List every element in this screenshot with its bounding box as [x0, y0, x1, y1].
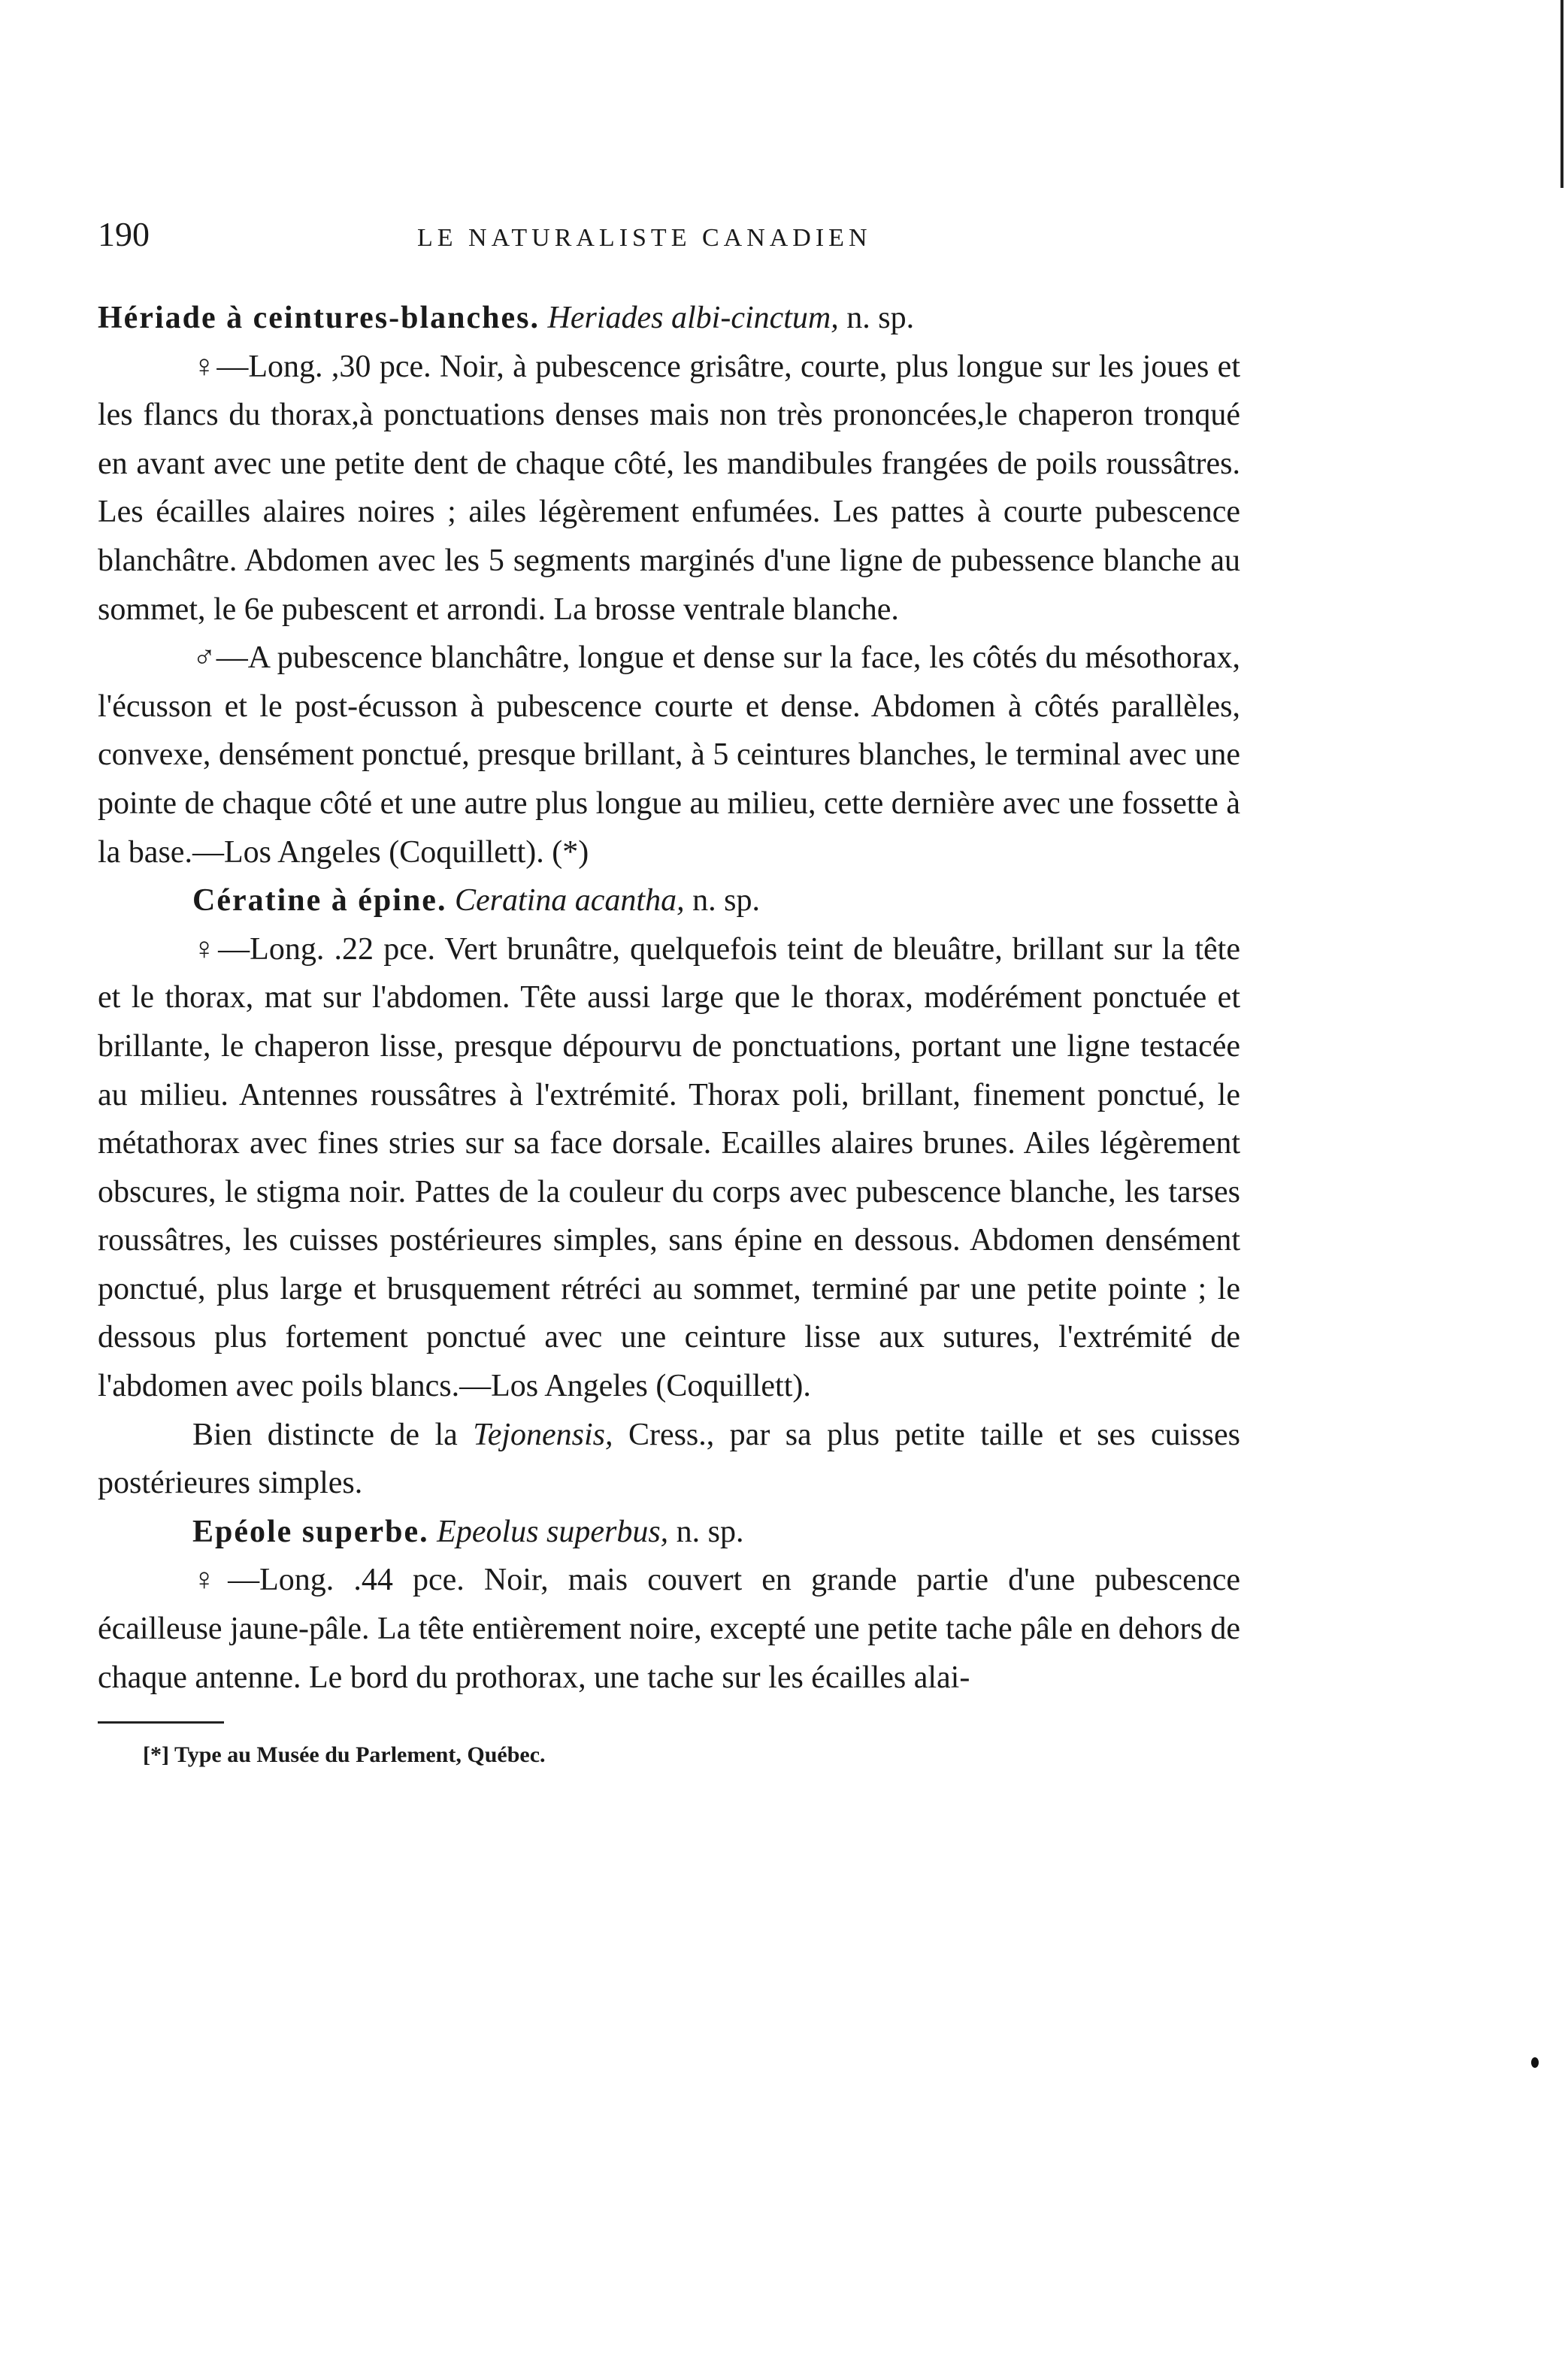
species-heading: Epéole superbe.	[192, 1514, 429, 1549]
running-title: LE NATURALISTE CANADIEN	[417, 224, 872, 252]
note-scientific-name: Tejonensis,	[473, 1417, 613, 1452]
footnote-rule	[98, 1721, 224, 1724]
note-text: Cress., par sa plus petite taille et ses cuisses postérieures simples.	[98, 1417, 1240, 1501]
scientific-name: Epeolus superbus,	[437, 1514, 669, 1549]
new-species-mark: n. sp.	[846, 301, 915, 335]
page-number: 190	[98, 215, 150, 253]
footnote: [*] Type au Musée du Parlement, Québec.	[143, 1742, 546, 1768]
page-header	[98, 214, 1240, 274]
scientific-name: Ceratina acantha,	[454, 883, 685, 919]
species-heading: Hériade à ceintures-blanches.	[98, 301, 540, 335]
comparison-note	[98, 1411, 1240, 1508]
species-entry-heriades	[98, 294, 1240, 343]
scientific-name: Heriades albi-cinctum,	[547, 301, 839, 335]
note-text: Bien distincte de la	[192, 1417, 458, 1452]
species-heading: Cératine à épine.	[192, 883, 447, 919]
margin-ink-dot	[1531, 2057, 1539, 2068]
species-entry-ceratina	[98, 876, 1240, 925]
new-species-mark: n. sp.	[692, 883, 760, 919]
female-description: ♀—Long. .22 pce. Vert brunâtre, quelquefois teint de bleuâtre, brillant sur la tête et le thorax, mat sur l'abdomen. Tête aussi large que le thorax, modérément ponctuée et brillante, le chaperon lisse, presque dépourvu de ponctuations, portant une ligne testacée au milieu. Antennes roussâtres à l'extrémité. Thorax poli, brillant, finement ponctué, le métathorax avec fines stries sur sa face dorsale. Ecailles alaires brunes. Ailes légèrement obscures, le stigma noir. Pattes de la couleur du corps avec pubescence blanche, les tarses roussâtres, les cuisses postérieures simples, sans épine en dessous. Abdomen densément ponctué, plus large et brusquement rétréci au sommet, terminé par une petite pointe ; le dessous plus fortement ponctué avec une ceinture lisse aux sutures, l'extrémité de l'abdomen avec poils blancs.—Los Angeles (Coquillett).	[98, 931, 1240, 1404]
page-body	[98, 214, 1240, 1773]
female-description: ♀—Long. .44 pce. Noir, mais couvert en grande partie d'une pubescence écailleuse jaune-pâle. La tête entièrement noire, excepté une petite tache pâle en dehors de chaque antenne. Le bord du prothorax, une tache sur les écailles alai-	[98, 1563, 1240, 1695]
scan-edge-line	[1560, 0, 1563, 188]
species-entry-epeolus	[98, 1508, 1240, 1557]
male-description: ♂—A pubescence blanchâtre, longue et dense sur la face, les côtés du mésothorax, l'écusson et le post-écusson à pubescence courte et dense. Abdomen à côtés parallèles, convexe, densément ponctué, presque brillant, à 5 ceintures blanches, le terminal avec une pointe de chaque côté et une autre plus longue au milieu, cette dernière avec une fossette à la base.—Los Angeles (Coquillett). (*)	[98, 640, 1240, 870]
female-description: ♀—Long. ,30 pce. Noir, à pubescence grisâtre, courte, plus longue sur les joues et les flancs du thorax,à ponctuations denses mais non très prononcées,le chaperon tronqué en avant avec une petite dent de chaque côté, les mandibules frangées de poils roussâtres. Les écailles alaires noires ; ailes légèrement enfumées. Les pattes à courte pubescence blanchâtre. Abdomen avec les 5 segments marginés d'une ligne de pubessence blanche au sommet, le 6e pubescent et arrondi. La brosse ventrale blanche.	[98, 349, 1240, 627]
new-species-mark: n. sp.	[676, 1514, 744, 1549]
